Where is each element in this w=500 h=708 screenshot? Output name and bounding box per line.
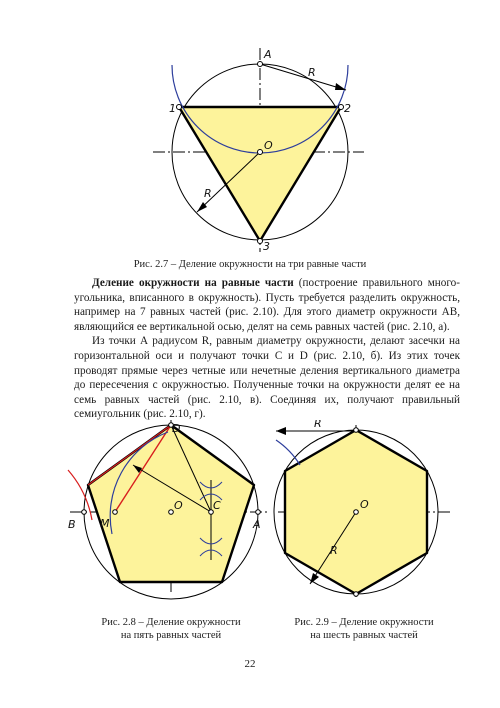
figure-three-parts [140,40,370,255]
paragraph-1-rest: (построение правильного много-угольника, вписанного в окружность). Пусть требуется разделить окружность, например на 7 равных частей (рис. 2.10). Для этого диаметр окружности АВ, являющийся ее вертикальной осью, делят на семь равных частей (рис. 2.10, а). [74,277,460,333]
caption-figure-2-9-line-1: Рис. 2.9 – Деление окружности [294,617,434,628]
blue-arc [276,440,300,465]
label-d: D [172,422,181,435]
caption-figure-2-8-line-1: Рис. 2.8 – Деление окружности [101,617,241,628]
label-2: 2 [344,102,351,115]
caption-figure-2-8-line-2: на пять равных частей [120,630,222,641]
point-2 [339,105,344,110]
label-c: C [213,499,221,512]
figure-five-parts [60,415,275,600]
label-1: 1 [169,102,176,115]
label-a: A [253,518,261,531]
paragraph-1 [74,276,460,334]
arrowhead-top [276,427,286,435]
radius-arrow-top [260,64,346,90]
label-o: O [360,498,369,511]
label-m: M [100,517,110,530]
figure-six-parts [265,420,465,605]
label-r-top: R [314,420,322,430]
point-a [256,510,261,515]
label-b: B [68,518,76,531]
point-o [354,510,359,515]
point-3 [258,239,263,244]
point-b [82,510,87,515]
inscribed-pentagon [88,425,254,582]
body-text [74,276,460,422]
label-r-top: R [308,66,316,79]
label-r-side: R [204,187,212,200]
label-3: 3 [263,240,270,253]
point-o [258,150,263,155]
caption-figure-2-7: Рис. 2.7 – Деление окружности на три равные части [133,259,367,270]
label-o: O [264,139,273,152]
paragraph-2: Из точки А радиусом R, равным диаметру окружности, делают засечки на горизонтальной оси и получают точки С и D (рис. 2.10, б). Из этих точек проводят прямые через четные или нечетные деления вертикального диаметра до пересечения с окружностью. Полученные точки на окружности делят ее на семь равных частей (рис. 2.10, в). Соединяя их, получают правильный семиугольник (рис. 2.10, г). [74,335,460,421]
point-top [354,428,359,433]
arrowhead-top [335,83,346,90]
caption-figure-2-9-line-2: на шесть равных частей [310,630,418,641]
paragraph-1-bold: Деление окружности на равные части [92,277,294,289]
inscribed-triangle [179,107,341,241]
point-bottom [354,592,359,597]
label-r-side: R [330,544,338,557]
point-o [169,510,174,515]
point-a [258,62,263,67]
point-m [113,510,118,515]
caption-figure-2-9 [266,616,462,642]
label-a: A [264,48,272,61]
caption-figure-2-8 [66,616,276,642]
label-o: O [174,499,183,512]
point-1 [177,105,182,110]
page-number: 22 [244,658,256,670]
